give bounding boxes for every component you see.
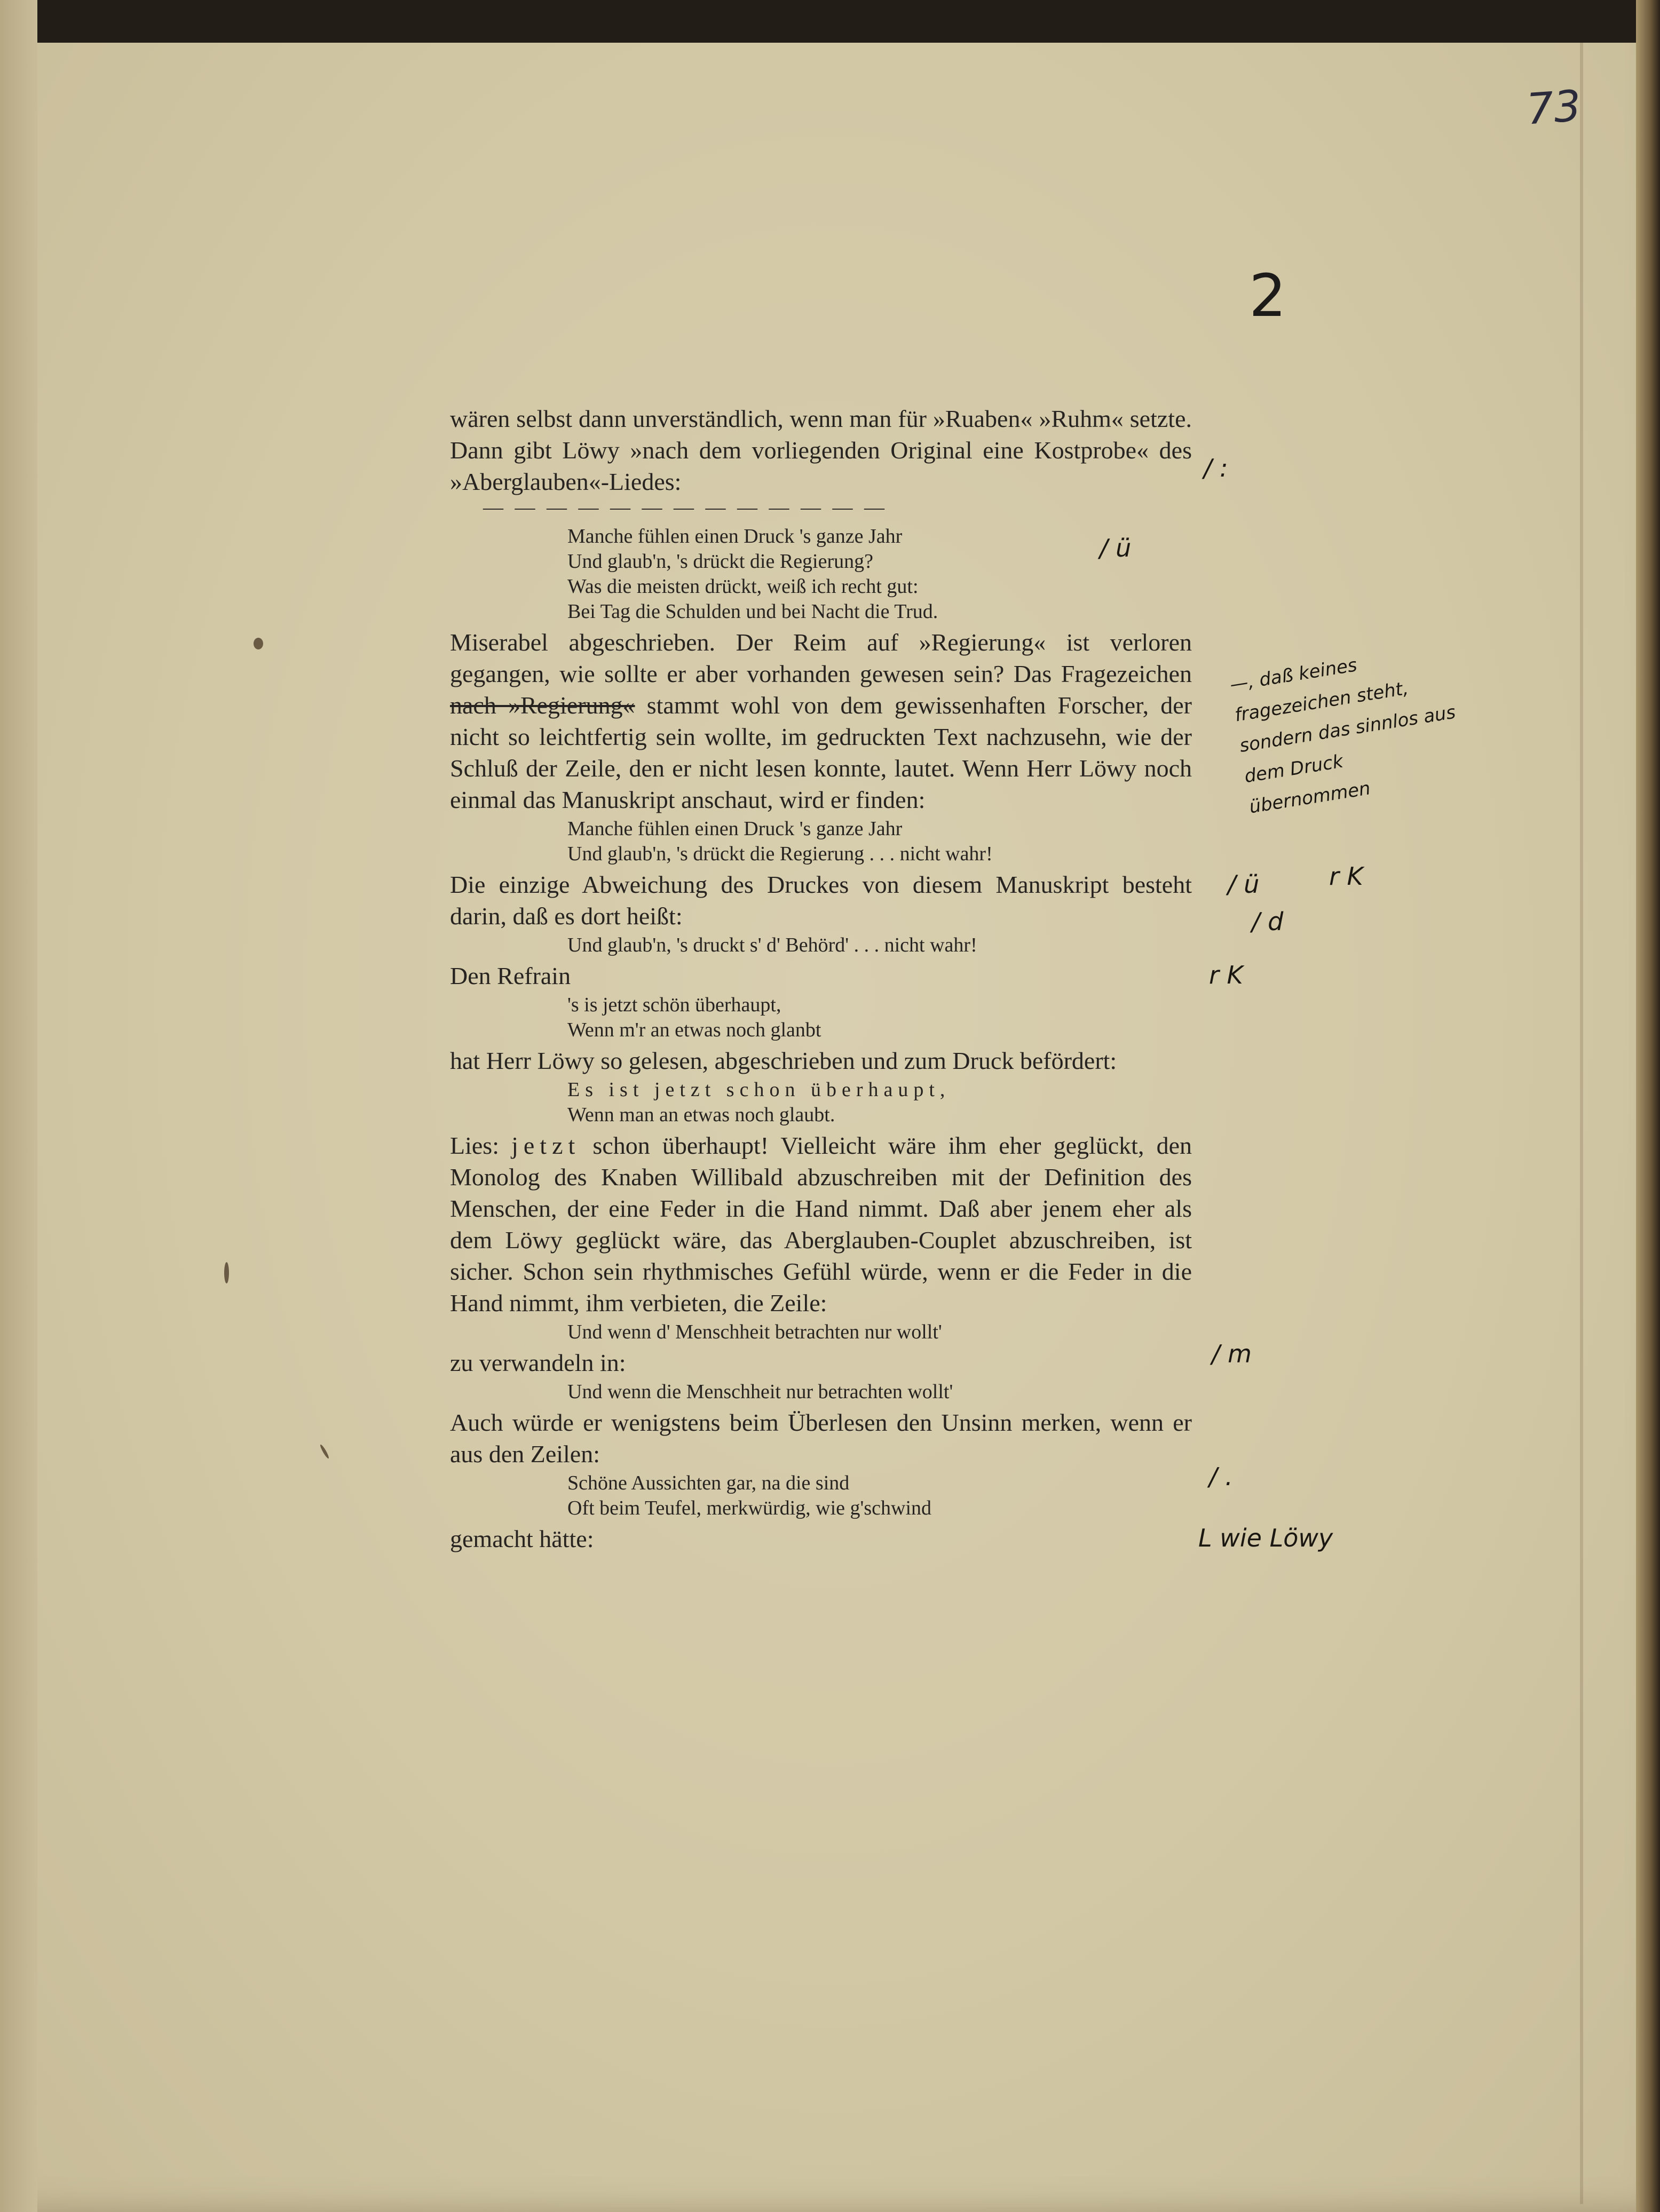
page-number: 73: [1524, 81, 1583, 134]
paragraph: gemacht hätte:: [450, 1525, 594, 1552]
page-right-edge: [1636, 0, 1660, 2212]
verse-block: [567, 933, 1192, 958]
ink-speck: [319, 1444, 330, 1460]
text-run: Lies:: [450, 1132, 512, 1159]
paragraph: Den Refrain: [450, 962, 571, 989]
paragraph: zu verwandeln in:: [450, 1349, 626, 1376]
text-run: stammt wohl von dem gewissenhaften Forscher, der nicht so leichtfertig sein wollte, im gedruckten Text nachzusehn, wie der Schluß der Zeile, den er nicht lesen konnte, lautet. Wenn Herr Löwy noch einmal das Manuskript anschaut, wird er finden:: [450, 692, 1192, 813]
scan-top-edge: [0, 0, 1660, 43]
verse-line: Bei Tag die Schulden und bei Nacht die Trud.: [567, 600, 938, 623]
ink-speck: [254, 638, 263, 649]
verse-line: Oft beim Teufel, merkwürdig, wie g'schwind: [567, 1497, 932, 1519]
verse-line: Manche fühlen einen Druck 's ganze Jahr: [567, 525, 903, 548]
body-text: [450, 403, 1192, 1555]
verse-block: [567, 816, 1192, 867]
text-run: Miserabel abgeschrieben. Der Reim auf »Regierung« ist verloren gegangen, wie sollte er aber vorhanden gewesen sein? Das Fragezeichen: [450, 629, 1192, 687]
verse-line: Und wenn die Menschheit nur betrachten wollt': [567, 1381, 953, 1403]
verse-block: [567, 1379, 1192, 1405]
verse-line: Und glaub'n, 's drückt die Regierung?: [567, 550, 874, 573]
margin-note: r K: [1329, 862, 1363, 891]
margin-note: r K: [1209, 961, 1243, 989]
verse-block: [567, 1320, 1192, 1345]
verse-line: Manche fühlen einen Druck 's ganze Jahr: [567, 818, 903, 840]
verse-line: Wenn man an etwas noch glaubt.: [567, 1104, 835, 1126]
ink-speck: [224, 1262, 229, 1283]
margin-note: L wie Löwy: [1198, 1524, 1333, 1552]
verse-line: Und glaub'n, 's drückt die Regierung . . . nicht wahr!: [567, 843, 993, 865]
verse-block: [567, 1471, 1192, 1521]
paragraph: Die einzige Abweichung des Druckes von diesem Manuskript besteht darin, daß es dort heißt:: [450, 871, 1192, 930]
paragraph: Auch würde er wenigstens beim Überlesen den Unsinn merken, wenn er aus den Zeilen:: [450, 1409, 1192, 1468]
verse-line: Und glaub'n, 's druckt s' d' Behörd' . . . nicht wahr!: [567, 934, 977, 956]
margin-note: / :: [1204, 454, 1228, 482]
margin-note: / ü: [1228, 870, 1260, 899]
margin-note: —, daß keines fragezeichen steht, sondern das sinnlos aus dem Druck übernommen: [1228, 654, 1457, 818]
verse-block: [567, 524, 1192, 624]
margin-note: / .: [1209, 1462, 1233, 1491]
verse-block: [567, 1077, 1192, 1128]
page-left-edge: [0, 0, 37, 2212]
verse-line: Schöne Aussichten gar, na die sind: [567, 1472, 850, 1494]
paragraph: hat Herr Löwy so gelesen, abgeschrieben und zum Druck befördert:: [450, 1047, 1117, 1074]
verse-line: Was die meisten drückt, weiß ich recht gut:: [567, 575, 919, 598]
margin-note: / ü: [1100, 534, 1132, 562]
verse-line: Wenn m'r an etwas noch glanbt: [567, 1019, 821, 1041]
margin-note: / d: [1252, 907, 1284, 936]
verse-line: Und wenn d' Menschheit betrachten nur wollt': [567, 1321, 942, 1343]
struck-text: nach »Regierung«: [450, 692, 635, 719]
margin-note: / m: [1212, 1339, 1252, 1368]
text-run: schon überhaupt! Vielleicht wäre ihm eher geglückt, den Monolog des Knaben Willibald abzuschreiben mit der Definition des Menschen, der eine Feder in die Hand nimmt. Daß aber jenem eher als dem Löwy geglückt wäre, das Aberglauben-Couplet abzuschreiben, ist sicher. Schon sein rhythmisches Gefühl würde, wenn er die Feder in die Hand nimmt, ihm verbieten, die Zeile:: [450, 1132, 1192, 1317]
paragraph: [450, 1130, 1192, 1319]
verse-line: Es ist jetzt schon überhaupt,: [567, 1079, 951, 1101]
dash-separator: — — — — — — — — — — — — —: [483, 496, 888, 519]
handwritten-mark-top: 2: [1249, 261, 1286, 330]
verse-line: 's is jetzt schön überhaupt,: [567, 994, 781, 1016]
spaced-text: jetzt: [511, 1132, 581, 1159]
paragraph: [450, 627, 1192, 815]
page-fold-line: [1580, 43, 1583, 2204]
verse-block: [567, 993, 1192, 1043]
paragraph: wären selbst dann unverständlich, wenn man für »Ruaben« »Ruhm« setzte. Dann gibt Löwy »nach dem vorliegenden Original eine Kostprobe« des »Aberglauben«-Liedes:: [450, 405, 1192, 495]
